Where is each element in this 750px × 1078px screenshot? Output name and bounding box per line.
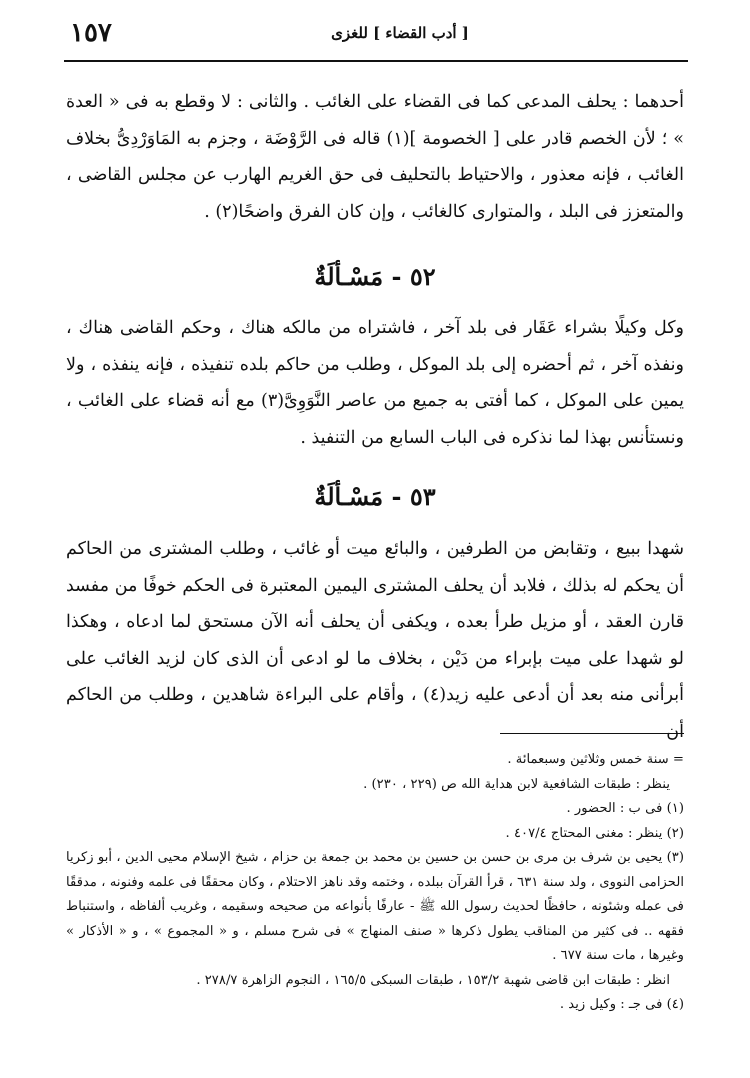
header-rule: [64, 60, 688, 62]
footnote-3-reference: انظر : طبقات ابن قاضى شهبة ١٥٣/٢ ، طبقات السبكى ١٦٥/٥ ، النجوم الزاهرة ٢٧٨/٧ .: [196, 972, 670, 988]
footnote-continuation-2: ينظر : طبقات الشافعية لابن هداية الله ص (٢٢٩ ، ٢٣٠) .: [363, 776, 670, 792]
footnotes: [66, 748, 684, 1018]
footnote-2: (٢) ينظر : مغنى المحتاج ٤٠٧/٤ .: [505, 825, 684, 841]
page-number: ١٥٧: [70, 18, 112, 48]
running-title: [ أدب القضاء ] للغزى: [331, 24, 469, 42]
footnote-4: (٤) فى جـ : وكيل زيد .: [559, 997, 684, 1012]
footnote-3: (٣) يحيى بن شرف بن مرى بن حسن بن حسين بن محمد بن جمعة بن حزام ، شيخ الإسلام محيى الدين ، أبو زكريا الحزامى النووى ، ولد سنة ٦٣١ ، قرأ القرآن ببلده ، وختمه وقد ناهز الاحتلام ، وكان محققًا فى علمه وفنونه ، مدققًا فى عمله وشئونه ، حافظًا لحديث رسول الله ﷺ - عارفًا بأنواعه من صحيحه وسقيمه ، وغريب ألفاظه ، واستنباط فقهه .. فى كثير من المناقب يطول ذكرها « صنف المنهاج » فى شرح مسلم ، و « المجموع » ، و « الأذكار » وغيرها ، مات سنة ٦٧٧ .: [66, 850, 685, 963]
section-heading-53: ٥٣ - مَسْـألَةٌ: [314, 482, 436, 511]
paragraph-3: [66, 531, 684, 750]
footnote-rule: [500, 733, 684, 734]
footnote-continuation-1: = سنة خمس وثلاثين وسبعمائة .: [507, 752, 684, 767]
paragraph-1: [66, 84, 684, 230]
section-heading-52: ٥٢ - مَسْـألَةٌ: [314, 262, 436, 291]
page-header: [60, 14, 690, 54]
paragraph-3-text: شهدا ببيع ، وتقابض من الطرفين ، والبائع ميت أو غائب ، وطلب المشترى من الحاكم أن يحكم له بذلك ، فلابد أن يحلف المشترى اليمين المعتبرة فى الحكم خوفًا من مفسد قارن العقد ، أو مزيل طرأ بعده ، ويكفى أن يحلف أنه الآن مستحق لما ادعاه ، وهكذا لو شهدا على ميت بإبراء من دَيْن ، بخلاف ما لو ادعى أن الذى كان لزيد الغائب على أبرأنى منه بعد أن أدعى عليه زيد(٤) ، وأقام على البراءة شاهدين ، وطلب من الحاكم أن: [66, 539, 685, 742]
footnote-1: (١) فى ب : الحضور .: [566, 801, 684, 816]
paragraph-2: [66, 310, 684, 456]
paragraph-2-text: وكل وكيلًا بشراء عَقَار فى بلد آخر ، فاشتراه من مالكه هناك ، وحكم القاضى هناك ، ونفذه آخر ، ثم أحضره إلى بلد الموكل ، وطلب من حاكم بلده تنفيذه ، فإنه ينفذه ، ولا يمين على الموكل ، كما أفتى به جميع من عاصر النَّوَوِىَّ(٣) مع أنه قضاء على الغائب ، ونستأنس بهذا لما نذكره فى الباب السابع من التنفيذ .: [66, 318, 684, 448]
paragraph-1-text: أحدهما : يحلف المدعى كما فى القضاء على الغائب . والثانى : لا وقطع به فى « العدة » ؛ لأن الخصم قادر على [ الخصومة ](١) قاله فى الرَّوْضَة ، وجزم به المَاوَرْدِىُّ بخلاف الغائب ، فإنه معذور ، والاحتياط بالتحليف فى حق الغريم الهارب عن مجلس القاضى ، والمتعزز فى البلد ، والمتوارى كالغائب ، وإن كان الفرق واضحًا(٢) .: [66, 92, 684, 222]
